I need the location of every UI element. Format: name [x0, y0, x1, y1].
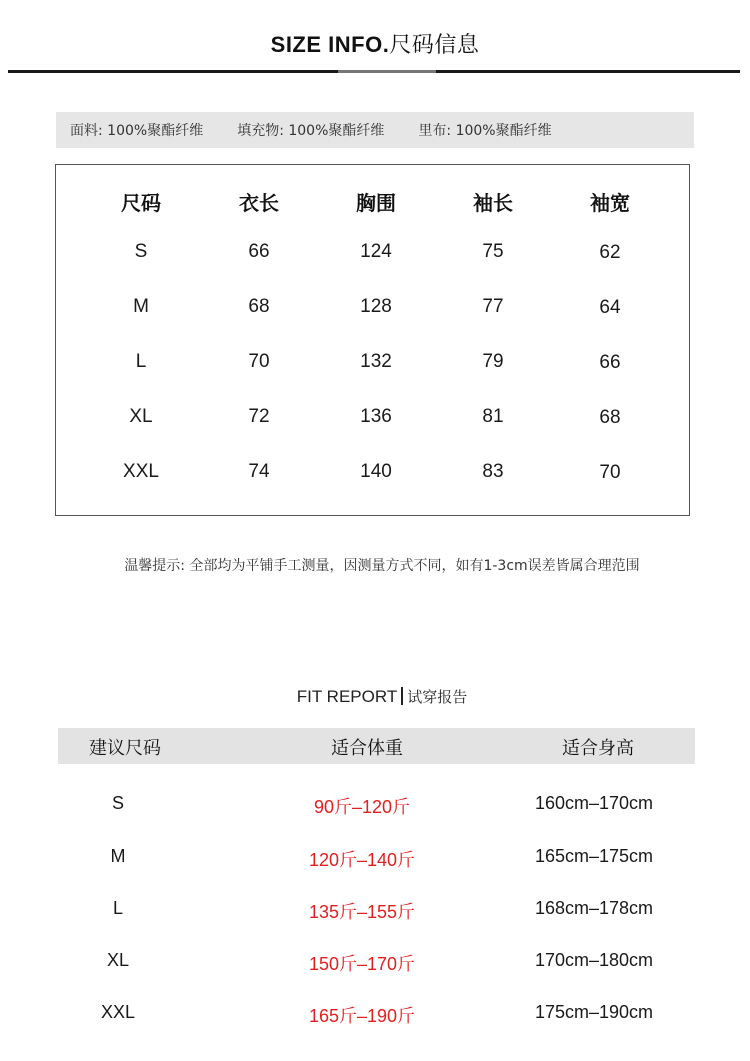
fabric-item-filling: 填充物: 100%聚酯纤维: [237, 123, 385, 139]
fit-header-size: 建议尺码: [89, 738, 161, 759]
size-cell: 83: [482, 461, 504, 482]
fit-cell-weight: 135斤–155斤: [308, 902, 416, 922]
fit-report-title: [0, 686, 750, 707]
size-cell: S: [134, 241, 148, 262]
fit-cell-size: L: [112, 898, 124, 918]
size-cell: 79: [482, 351, 504, 372]
size-cell: 132: [360, 351, 392, 372]
fit-cell-height: 170cm–180cm: [534, 950, 654, 970]
fabric-info-bar: [56, 112, 694, 148]
size-cell: 68: [248, 296, 270, 317]
fit-table-header: [58, 728, 695, 764]
size-cell: 81: [482, 406, 504, 427]
size-cell: 140: [360, 461, 392, 482]
size-header-chest: 胸围: [356, 191, 396, 215]
measurement-note: 温馨提示: 全部均为平铺手工测量，因测量方式不同，如有1-3cm误差皆属合理范围: [124, 558, 640, 574]
fit-cell-height: 175cm–190cm: [534, 1002, 654, 1022]
size-cell: 72: [248, 406, 270, 427]
size-cell: 128: [360, 296, 392, 317]
size-cell: XL: [129, 406, 153, 427]
size-cell: XXL: [123, 461, 159, 482]
size-header-size: 尺码: [121, 191, 161, 215]
fabric-item-lining: 里布: 100%聚酯纤维: [418, 123, 552, 139]
size-cell: M: [133, 296, 149, 317]
fit-cell-height: 160cm–170cm: [534, 793, 654, 813]
fit-cell-weight: 150斤–170斤: [308, 954, 416, 974]
size-cell: 62: [599, 242, 621, 263]
fit-cell-weight: 120斤–140斤: [308, 850, 416, 870]
fit-header-weight: 适合体重: [331, 738, 403, 759]
size-cell: 66: [248, 241, 270, 262]
size-cell: 77: [482, 296, 504, 317]
size-cell: 70: [599, 462, 621, 483]
size-cell: 75: [482, 241, 504, 262]
size-cell: L: [135, 351, 147, 372]
size-header-length: 衣长: [239, 191, 279, 215]
title-cn: 尺码信息: [389, 33, 480, 58]
fit-header-height: 适合身高: [562, 738, 634, 759]
size-cell: 136: [360, 406, 392, 427]
size-header-sleeve-width: 袖宽: [590, 191, 630, 215]
page-title: [0, 28, 750, 59]
fit-cell-size: XL: [106, 950, 130, 970]
title-en: SIZE INFO.: [270, 32, 390, 57]
title-divider: [8, 70, 740, 73]
fit-cell-size: XXL: [100, 1002, 136, 1022]
size-cell: 74: [248, 461, 270, 482]
size-header-sleeve-length: 袖长: [473, 191, 513, 215]
size-cell: 66: [599, 352, 621, 373]
fit-cell-height: 168cm–178cm: [534, 898, 654, 918]
fit-title-cn: 试穿报告: [407, 688, 468, 706]
fit-cell-weight: 165斤–190斤: [308, 1006, 416, 1026]
fit-cell-size: S: [111, 793, 125, 813]
size-table: [55, 164, 690, 516]
title-separator: [401, 687, 403, 705]
fabric-item-shell: 面料: 100%聚酯纤维: [70, 123, 204, 139]
size-cell: 68: [599, 407, 621, 428]
fit-cell-size: M: [110, 846, 126, 866]
fit-title-en: FIT REPORT: [296, 687, 398, 706]
fit-cell-height: 165cm–175cm: [534, 846, 654, 866]
size-cell: 124: [360, 241, 392, 262]
size-cell: 64: [599, 297, 621, 318]
fit-cell-weight: 90斤–120斤: [313, 797, 411, 817]
size-cell: 70: [248, 351, 270, 372]
